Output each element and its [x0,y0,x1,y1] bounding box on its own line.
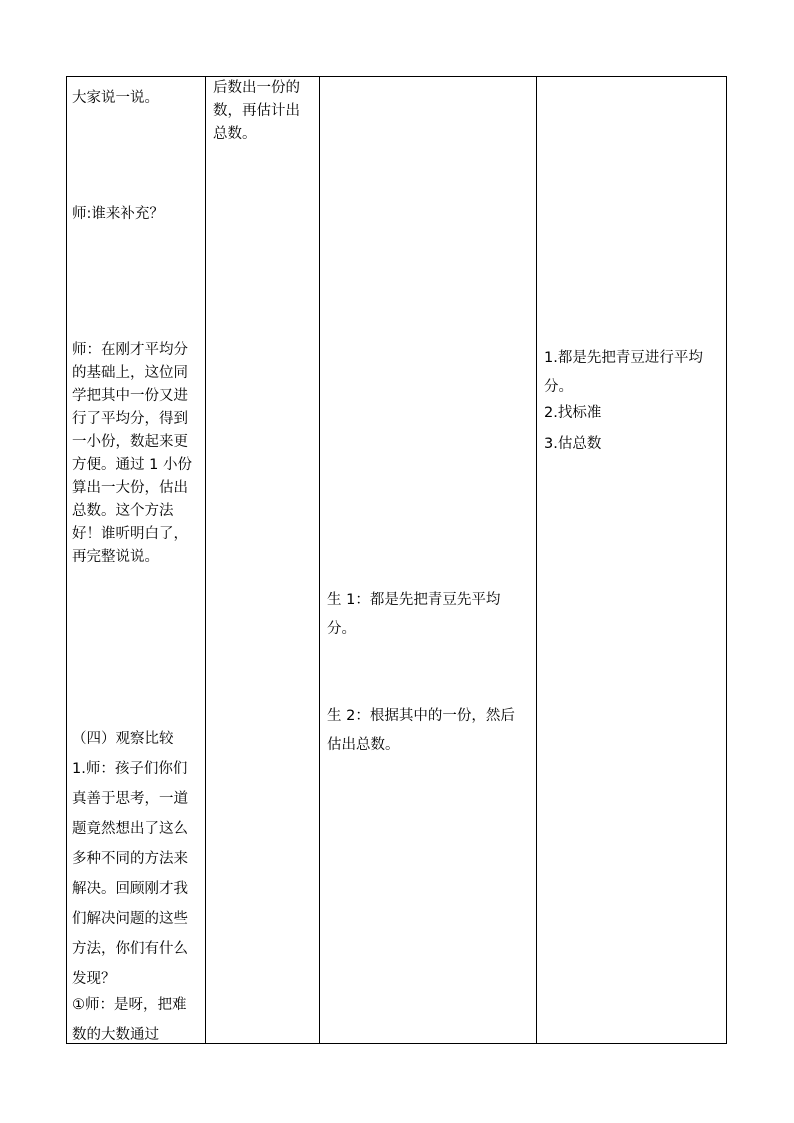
list-item: 2.找标准 [544,405,602,421]
student-activity-cell [320,77,536,1043]
summary-cell [537,77,727,1043]
lesson-table [66,76,727,1044]
paragraph: ①师：是呀，把难数的大数通过 [72,997,187,1043]
paragraph: 师:谁来补充？ [72,206,164,222]
paragraph: 师：在刚才平均分的基础上，这位同学把其中一份又进行了平均分，得到一小份，数起来更方便。通过 1 小份算出一大份，估出总数。这个方法好！谁听明白了，再完整说说。 [72,342,192,565]
paragraph: 后数出一份的数，再估计出总数。 [213,80,300,142]
paragraph: 1.师：孩子们你们真善于思考，一道题竟然想出了这么多种不同的方法来解决。回顾刚才我们解决问题的这些方法，你们有什么发现？ [72,761,188,987]
section-heading: （四）观察比较 [72,731,174,747]
paragraph: 生 1：都是先把青豆先平均分。 [327,592,501,637]
list-item: 1.都是先把青豆进行平均分。 [544,350,703,395]
teacher-activity-cell [67,77,205,1043]
design-intent-cell [206,77,319,1043]
paragraph: 大家说一说。 [72,90,159,106]
list-item: 3.估总数 [544,436,602,452]
paragraph: 生 2：根据其中的一份，然后估出总数。 [327,708,515,753]
